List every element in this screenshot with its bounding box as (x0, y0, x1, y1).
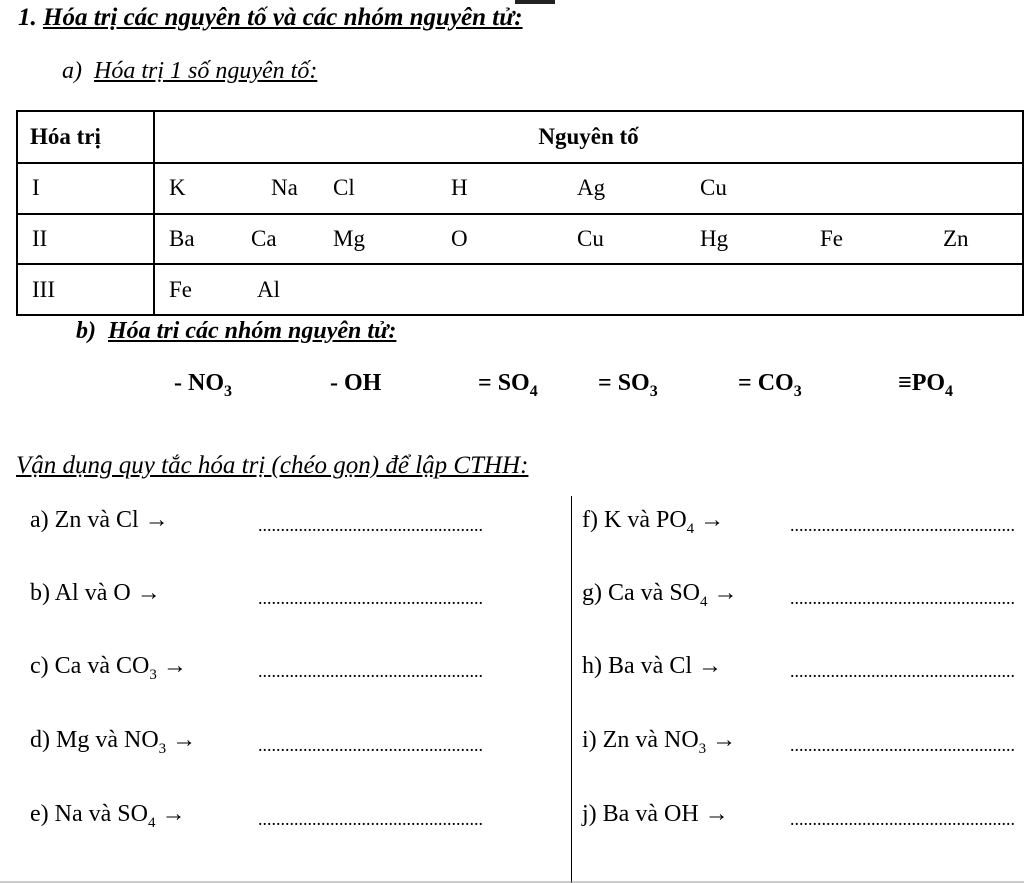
exercise-label: j) (582, 801, 597, 827)
element: Ba (169, 225, 195, 251)
reactant-second: O (113, 580, 131, 606)
element: Ag (577, 175, 606, 201)
reactant-first: Zn (54, 507, 82, 533)
exercise-label: g) (582, 580, 602, 606)
reactant-first: Ca (54, 653, 82, 679)
subsection-a-title (62, 58, 317, 85)
reactant-second: $SO_4$ (117, 801, 156, 831)
heading-title: Hóa trị các nguyên tố và các nhóm nguyên tử: (43, 4, 523, 31)
valence-cell: I (17, 163, 154, 214)
exercise-item (582, 801, 729, 832)
exercise-item (582, 580, 738, 611)
join-word: và (635, 727, 658, 753)
elements-cell (154, 163, 1023, 214)
valence-cell: II (17, 214, 154, 265)
join-word: và (627, 507, 650, 533)
join-word: và (640, 653, 664, 679)
exercise-label: i) (582, 727, 597, 753)
subsection-b-marker: b) (76, 318, 96, 344)
answer-blank[interactable]: .................................................. (790, 515, 1015, 535)
arrow-icon: → (698, 653, 723, 679)
join-word: và (87, 507, 110, 533)
element: Cl (333, 175, 355, 201)
join-word: và (95, 727, 118, 753)
exercise-item (30, 653, 187, 684)
exercise-label: d) (30, 727, 50, 753)
join-word: và (87, 653, 110, 679)
exercise-item (582, 653, 722, 684)
arrow-icon: → (713, 580, 738, 606)
group-formula: $\equiv PO_4$ (898, 370, 954, 400)
exercise-label: e) (30, 801, 49, 827)
reactant-first: Na (54, 801, 83, 827)
group-formula: - $NO_3$ (174, 370, 232, 400)
answer-blank[interactable]: .................................................. (790, 735, 1015, 755)
answer-blank[interactable]: .................................................. (258, 661, 483, 681)
arrow-icon: → (172, 727, 197, 753)
reactant-second: Cl (669, 653, 693, 679)
table-row (17, 163, 1023, 214)
elements-cell (154, 214, 1023, 265)
arrow-icon: → (162, 653, 187, 679)
reactant-first: Ba (608, 653, 635, 679)
element: Fe (169, 276, 192, 302)
section-heading (18, 4, 523, 32)
exercise-title: Vận dụng quy tắc hóa trị (chéo gọn) để lập CTHH: (16, 452, 529, 479)
exercise-label: h) (582, 653, 602, 679)
answer-blank[interactable]: .................................................. (790, 588, 1015, 608)
table-header-row (17, 111, 1023, 163)
reactant-second: $NO_3$ (664, 727, 707, 757)
arrow-icon: → (704, 801, 729, 827)
header-elements: Nguyên tố (154, 111, 1023, 163)
table-row (17, 214, 1023, 265)
exercise-item (30, 580, 161, 611)
reactant-second: $NO_3$ (124, 727, 167, 757)
join-word: và (635, 801, 658, 827)
reactant-second: Cl (115, 507, 139, 533)
header-valence: Hóa trị (17, 111, 154, 163)
group-formula: = $SO_4$ (478, 370, 538, 400)
valence-table (16, 110, 1024, 316)
group-formula: - OH (330, 370, 382, 396)
subsection-a-text: Hóa trị 1 số nguyên tố: (94, 58, 318, 84)
element: Ca (251, 225, 277, 251)
reactant-first: Zn (602, 727, 630, 753)
exercise-item (582, 727, 736, 758)
element: Cu (577, 225, 604, 251)
answer-blank[interactable]: .................................................. (258, 515, 483, 535)
element: Na (271, 175, 298, 201)
arrow-icon: → (700, 507, 725, 533)
answer-blank[interactable]: .................................................. (258, 809, 483, 829)
reactant-first: Al (54, 580, 79, 606)
valence-cell: III (17, 264, 154, 315)
subsection-b-text: Hóa tri các nhóm nguyên tử: (108, 318, 397, 344)
arrow-icon: → (144, 507, 169, 533)
exercise-label: a) (30, 507, 49, 533)
element: Fe (820, 225, 843, 251)
join-word: và (640, 580, 664, 606)
arrow-icon: → (161, 801, 186, 827)
arrow-icon: → (712, 727, 737, 753)
cropped-text-fragment (0, 876, 1024, 883)
reactant-second: $CO_3$ (115, 653, 157, 683)
element: Zn (943, 225, 969, 251)
element: Hg (700, 225, 729, 251)
column-divider (571, 496, 572, 883)
reactant-first: Ca (608, 580, 635, 606)
table-row (17, 264, 1023, 315)
element: H (451, 175, 468, 201)
exercise-item (30, 727, 196, 758)
exercise-label: b) (30, 580, 50, 606)
reactant-first: Ba (602, 801, 630, 827)
element: O (451, 225, 468, 251)
reactant-second: OH (664, 801, 699, 827)
reactant-second: $SO_4$ (669, 580, 708, 610)
group-formula: = $CO_3$ (738, 370, 802, 400)
answer-blank[interactable]: .................................................. (790, 661, 1015, 681)
answer-blank[interactable]: .................................................. (790, 809, 1015, 829)
element: Al (257, 276, 280, 302)
group-formula: = $SO_3$ (598, 370, 658, 400)
heading-number: 1. (18, 4, 37, 31)
arrow-icon: → (136, 580, 161, 606)
exercise-label: c) (30, 653, 49, 679)
element: Cu (700, 175, 727, 201)
reactant-second: $PO_4$ (655, 507, 695, 537)
answer-blank[interactable]: .................................................. (258, 735, 483, 755)
exercise-item (30, 507, 169, 538)
element: Mg (333, 225, 365, 251)
exercise-item (30, 801, 185, 832)
element: K (169, 175, 186, 201)
exercise-item (582, 507, 724, 538)
join-word: và (88, 801, 112, 827)
join-word: và (84, 580, 108, 606)
subsection-b-title (76, 318, 396, 345)
reactant-first: Mg (56, 727, 90, 753)
subsection-a-marker: a) (62, 58, 82, 84)
exercise-label: f) (582, 507, 598, 533)
reactant-first: K (603, 507, 622, 533)
elements-cell (154, 264, 1023, 315)
answer-blank[interactable]: .................................................. (258, 588, 483, 608)
